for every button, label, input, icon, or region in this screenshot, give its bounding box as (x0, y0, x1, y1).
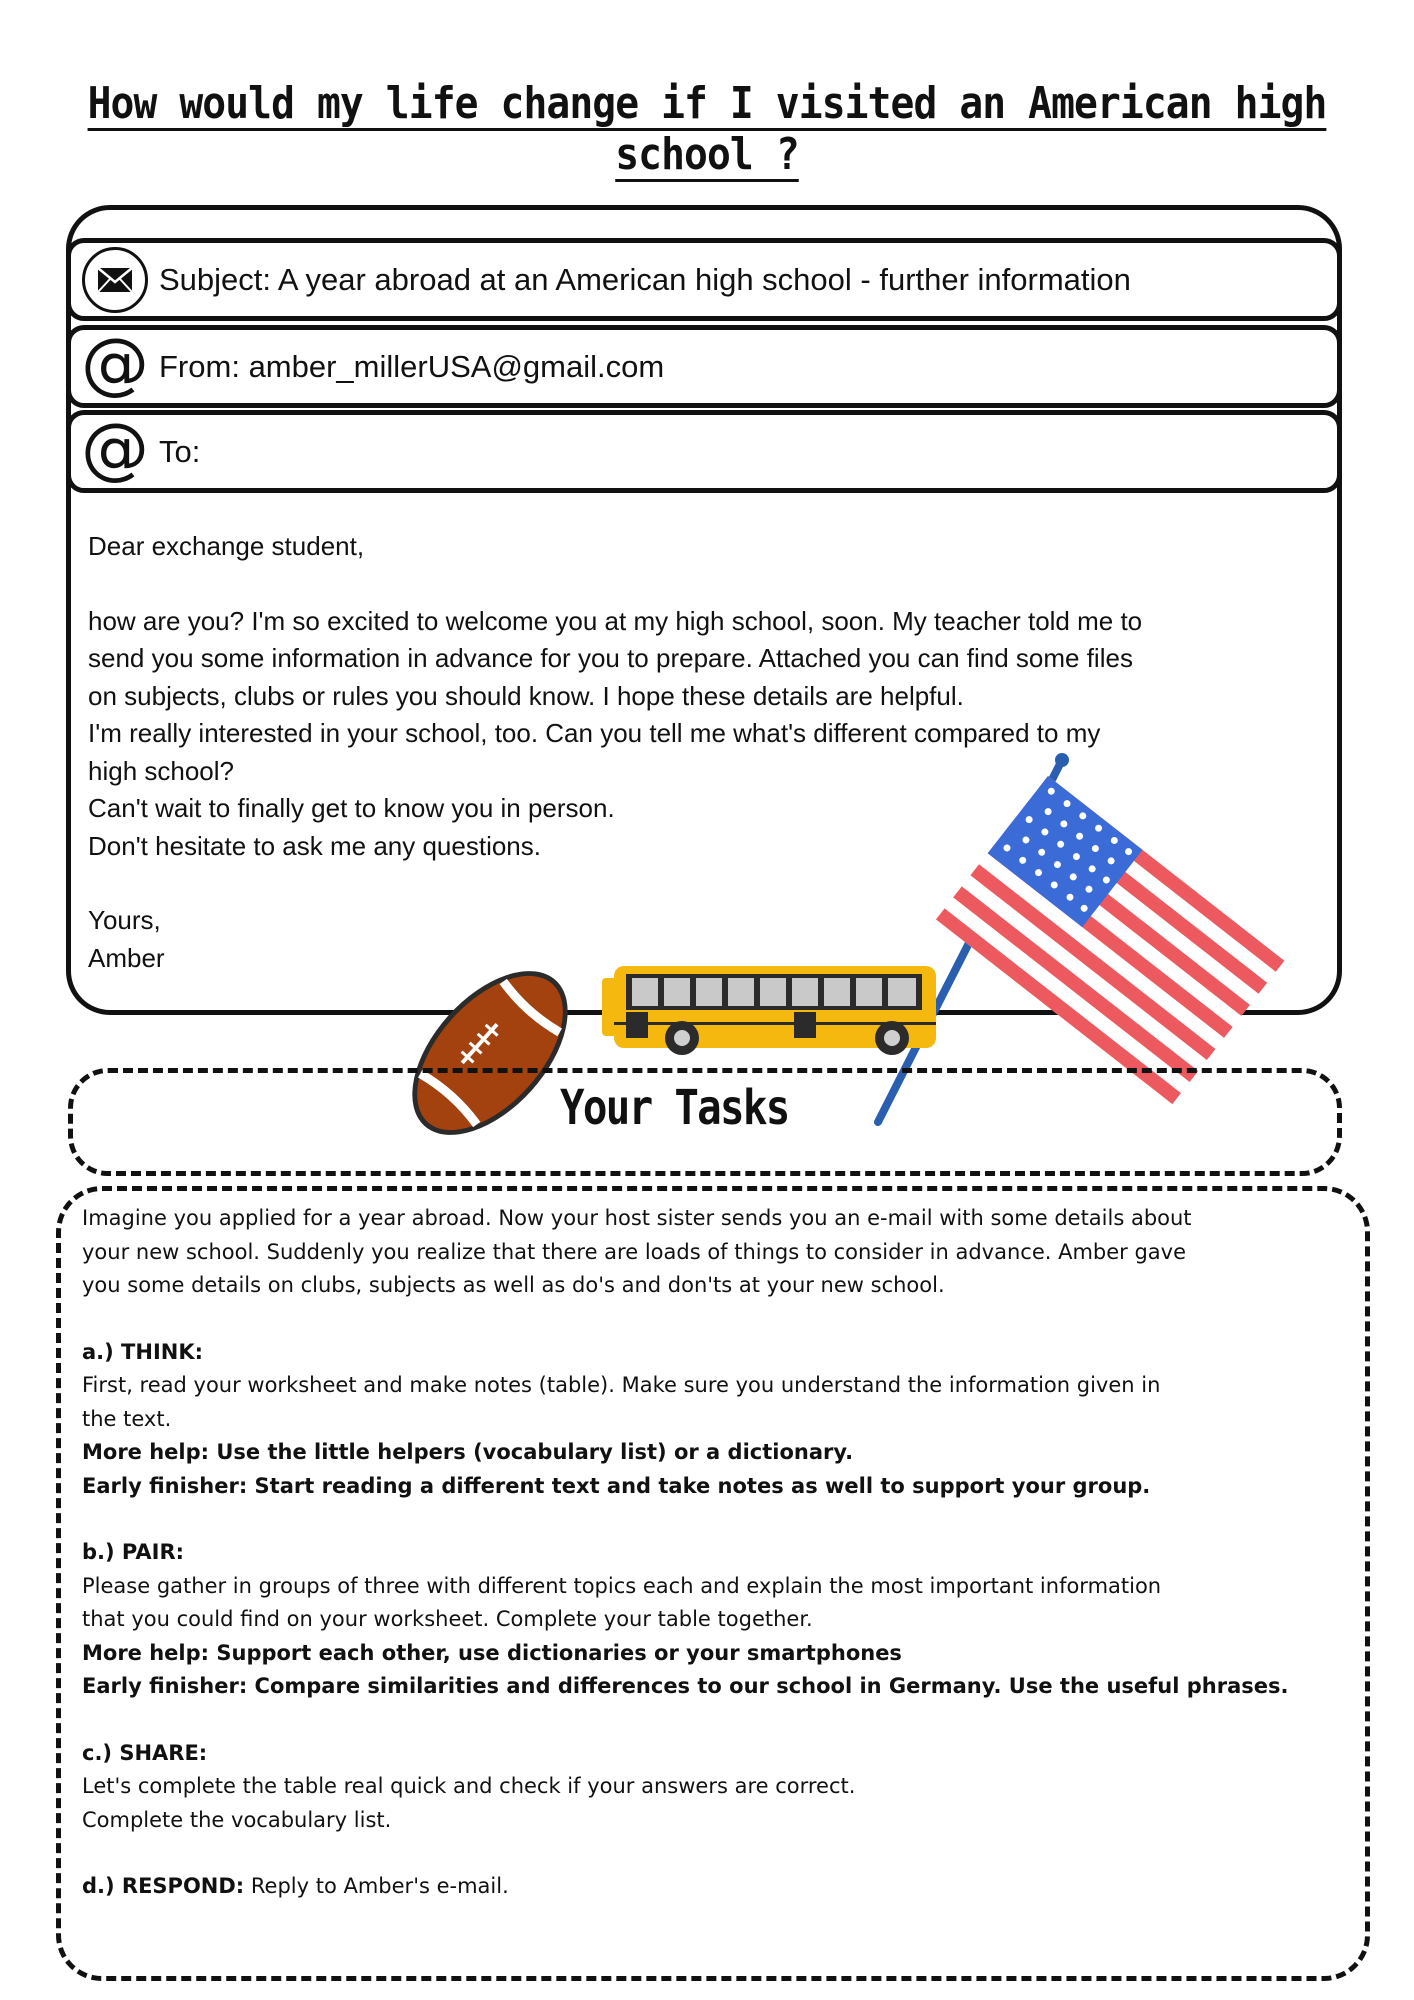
subject-value: A year abroad at an American high school - further information (277, 261, 1131, 297)
body-line: on subjects, clubs or rules you should know. I hope these details are helpful. (88, 680, 964, 711)
task-d-text: Reply to Amber's e-mail. (244, 1874, 509, 1898)
task-b-help: More help: Support each other, use dictionaries or your smartphones (82, 1640, 902, 1665)
intro-line: your new school. Suddenly you realize that there are loads of things to consider in advance. Amber gave (82, 1239, 1187, 1264)
task-d-heading: d.) RESPOND: (82, 1874, 245, 1898)
task-b-line: that you could find on your worksheet. Complete your table together. (82, 1607, 813, 1631)
from-value: amber_millerUSA@gmail.com (248, 348, 665, 384)
to-field (66, 410, 1342, 493)
from-field (66, 325, 1342, 408)
task-a-line: First, read your worksheet and make notes (table). Make sure you understand the information given in (82, 1373, 1161, 1397)
body-line: send you some information in advance for you to prepare. Attached you can find some files (88, 643, 1133, 673)
tasks-content (82, 1202, 1352, 1904)
from-label: From: (159, 348, 240, 384)
to-label: To: (159, 433, 201, 469)
task-a-help: More help: Use the little helpers (vocabulary list) or a dictionary. (82, 1440, 854, 1464)
intro-line: you some details on clubs, subjects as well as do's and don'ts at your new school. (82, 1273, 945, 1297)
intro-line: Imagine you applied for a year abroad. Now your host sister sends you an e-mail with some details about (82, 1206, 1192, 1230)
envelope-icon (71, 244, 159, 316)
body-line: high school? (88, 755, 234, 786)
body-line: Don't hesitate to ask me any questions. (88, 830, 541, 861)
subject-label: Subject: (159, 261, 272, 297)
task-b-heading: b.) PAIR: (82, 1540, 185, 1564)
tasks-title: Your Tasks (560, 1080, 789, 1136)
task-c-line: Let's complete the table real quick and check if your answers are correct. (82, 1774, 856, 1798)
at-sign-icon: @ (81, 408, 149, 488)
task-b-early: Early finisher: Compare similarities and differences to our school in Germany. Use the useful phrases. (82, 1674, 1289, 1698)
task-a-line: the text. (82, 1406, 172, 1431)
task-a-heading: a.) THINK: (82, 1339, 204, 1364)
greeting: Dear exchange student, (88, 531, 365, 561)
page-title: How would my life change if I visited an American high school ? (87, 78, 1327, 180)
subject-field (66, 238, 1342, 321)
task-c-heading: c.) SHARE: (82, 1740, 208, 1765)
school-bus-icon (596, 960, 956, 1060)
at-sign-icon: @ (81, 323, 149, 403)
task-d (82, 1870, 1352, 1904)
body-line: Can't wait to finally get to know you in person. (88, 793, 615, 823)
closing: Yours, (88, 905, 161, 935)
body-line: I'm really interested in your school, too. Can you tell me what's different compared to my (88, 718, 1101, 748)
signature: Amber (88, 942, 165, 973)
body-line: how are you? I'm so excited to welcome you at my high school, soon. My teacher told me to (88, 605, 1143, 636)
task-c-line: Complete the vocabulary list. (82, 1807, 392, 1832)
task-b-line: Please gather in groups of three with different topics each and explain the most important information (82, 1573, 1162, 1598)
task-a-early: Early finisher: Start reading a different text and take notes as well to support your group. (82, 1473, 1151, 1498)
